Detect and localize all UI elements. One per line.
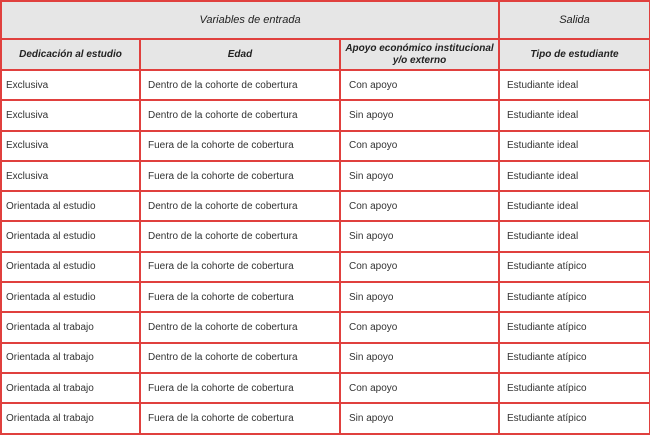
table-row — [1, 343, 650, 373]
cell-dedication: Exclusiva — [1, 70, 140, 100]
table-row — [1, 403, 650, 433]
cell-economic-support: Sin apoyo — [340, 161, 499, 191]
cell-economic-support: Con apoyo — [340, 70, 499, 100]
cell-age: Fuera de la cohorte de cobertura — [140, 282, 340, 312]
table-row — [1, 221, 650, 251]
cell-dedication: Exclusiva — [1, 131, 140, 161]
cell-economic-support: Con apoyo — [340, 131, 499, 161]
cell-age: Dentro de la cohorte de cobertura — [140, 100, 340, 130]
table-row — [1, 282, 650, 312]
cell-age: Fuera de la cohorte de cobertura — [140, 252, 340, 282]
cell-age: Fuera de la cohorte de cobertura — [140, 403, 340, 433]
table-row — [1, 191, 650, 221]
cell-economic-support: Sin apoyo — [340, 221, 499, 251]
cell-economic-support: Con apoyo — [340, 373, 499, 403]
cell-age: Fuera de la cohorte de cobertura — [140, 161, 340, 191]
cell-student-type: Estudiante ideal — [499, 131, 650, 161]
table-row — [1, 373, 650, 403]
cell-student-type: Estudiante atípico — [499, 252, 650, 282]
cell-economic-support: Con apoyo — [340, 312, 499, 342]
cell-student-type: Estudiante ideal — [499, 70, 650, 100]
cell-dedication: Orientada al trabajo — [1, 403, 140, 433]
cell-age: Dentro de la cohorte de cobertura — [140, 70, 340, 100]
column-header-row — [1, 39, 650, 70]
table-row — [1, 252, 650, 282]
column-header-age: Edad — [140, 39, 340, 70]
cell-age: Fuera de la cohorte de cobertura — [140, 373, 340, 403]
cell-age: Dentro de la cohorte de cobertura — [140, 221, 340, 251]
cell-age: Fuera de la cohorte de cobertura — [140, 131, 340, 161]
cell-student-type: Estudiante atípico — [499, 403, 650, 433]
cell-student-type: Estudiante atípico — [499, 282, 650, 312]
cell-student-type: Estudiante ideal — [499, 191, 650, 221]
cell-student-type: Estudiante atípico — [499, 312, 650, 342]
cell-dedication: Orientada al trabajo — [1, 343, 140, 373]
table-row — [1, 70, 650, 100]
cell-dedication: Orientada al estudio — [1, 191, 140, 221]
table-row — [1, 131, 650, 161]
cell-student-type: Estudiante atípico — [499, 343, 650, 373]
table-row — [1, 161, 650, 191]
cell-dedication: Orientada al trabajo — [1, 373, 140, 403]
cell-economic-support: Sin apoyo — [340, 403, 499, 433]
cell-student-type: Estudiante atípico — [499, 373, 650, 403]
group-header-row — [1, 1, 650, 39]
table-row — [1, 100, 650, 130]
cell-dedication: Orientada al estudio — [1, 221, 140, 251]
input-variables-header: Variables de entrada — [1, 1, 499, 39]
output-header: Salida — [499, 1, 650, 39]
cell-student-type: Estudiante ideal — [499, 161, 650, 191]
cell-economic-support: Sin apoyo — [340, 343, 499, 373]
cell-dedication: Orientada al estudio — [1, 252, 140, 282]
cell-dedication: Orientada al trabajo — [1, 312, 140, 342]
cell-economic-support: Sin apoyo — [340, 100, 499, 130]
table-row — [1, 312, 650, 342]
cell-economic-support: Sin apoyo — [340, 282, 499, 312]
cell-dedication: Orientada al estudio — [1, 282, 140, 312]
cell-age: Dentro de la cohorte de cobertura — [140, 343, 340, 373]
column-header-student-type: Tipo de estudiante — [499, 39, 650, 70]
cell-student-type: Estudiante ideal — [499, 100, 650, 130]
cell-student-type: Estudiante ideal — [499, 221, 650, 251]
cell-economic-support: Con apoyo — [340, 191, 499, 221]
cell-age: Dentro de la cohorte de cobertura — [140, 191, 340, 221]
column-header-economic-support: Apoyo económico institucional y/o externo — [340, 39, 499, 70]
cell-age: Dentro de la cohorte de cobertura — [140, 312, 340, 342]
column-header-dedication: Dedicación al estudio — [1, 39, 140, 70]
cell-dedication: Exclusiva — [1, 100, 140, 130]
cell-economic-support: Con apoyo — [340, 252, 499, 282]
cell-dedication: Exclusiva — [1, 161, 140, 191]
